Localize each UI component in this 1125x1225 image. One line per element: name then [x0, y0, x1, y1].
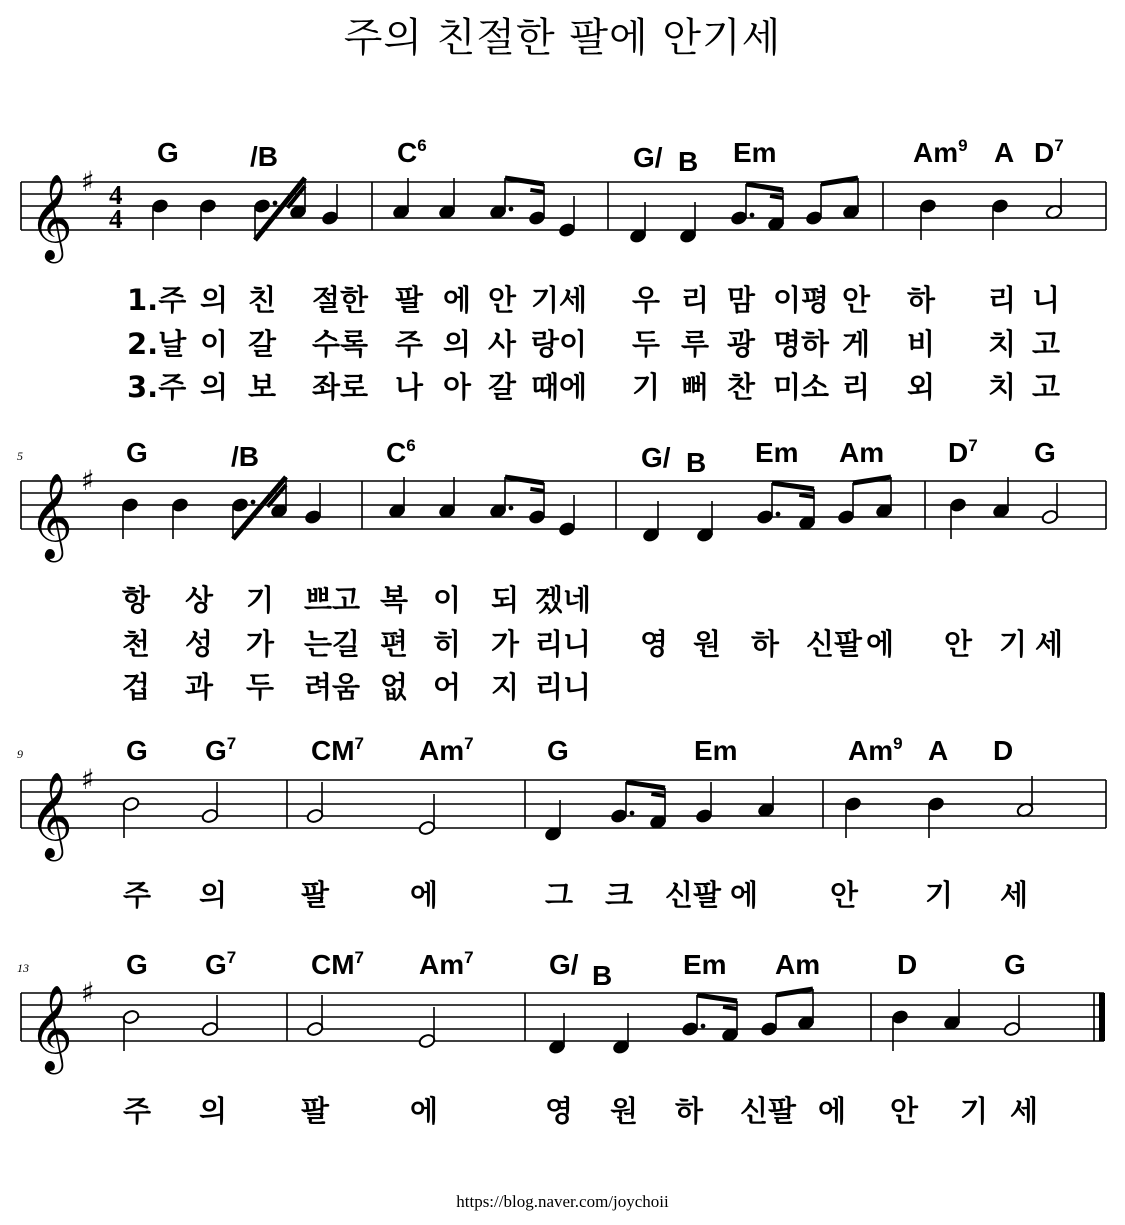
chord-root: D: [948, 437, 969, 468]
chord-extension: 6: [417, 136, 427, 155]
chord-extension: 7: [1054, 136, 1064, 155]
sharp-icon: ♯: [81, 165, 95, 198]
lyric-syllable: 외: [907, 370, 936, 404]
lyric-syllable: 리: [842, 370, 871, 404]
lyric-syllable: 갈: [488, 370, 517, 404]
chord-root: G: [1034, 437, 1056, 468]
chord-symbol: [897, 951, 917, 979]
beam: [776, 989, 813, 995]
lyric-syllable: 과: [185, 670, 214, 704]
lyric-syllable: 두: [246, 670, 275, 704]
chord-symbol: [126, 951, 148, 979]
lyric-syllable: 니: [1032, 283, 1061, 317]
chord-root: G/: [641, 442, 671, 473]
chord-symbol: [549, 951, 579, 979]
treble-clef-icon: 𝄞: [29, 772, 73, 858]
chord-root: D: [993, 735, 1014, 766]
chord-root: A: [928, 735, 949, 766]
chord-symbol: [913, 136, 968, 168]
lyric-syllable: 되: [491, 583, 520, 617]
chord-extension: 7: [354, 948, 365, 967]
lyric-syllable: 는길: [304, 627, 361, 661]
lyric-syllable: 루: [681, 327, 710, 361]
chord-root: G: [547, 735, 569, 766]
chord-root: G/: [549, 949, 579, 980]
lyric-syllable: 신팔: [806, 627, 863, 661]
lyric-syllable: 주: [395, 327, 424, 361]
lyric-syllable: 비: [907, 327, 936, 361]
lyric-syllable: 이: [433, 583, 462, 617]
chord-root: D: [897, 949, 918, 980]
lyric-syllable: 우: [632, 283, 661, 317]
lyric-syllable: 리: [681, 283, 710, 317]
beam: [530, 489, 544, 491]
chord-symbol: [205, 948, 237, 980]
lyric-syllable: 두: [632, 327, 661, 361]
chord-symbol: [1004, 951, 1026, 979]
chord-root: G: [205, 735, 227, 766]
source-url: https://blog.naver.com/joychoii: [456, 1192, 669, 1211]
lyric-syllable: 절한: [312, 283, 369, 317]
beam: [821, 178, 858, 184]
chord-symbol: [775, 951, 820, 979]
lyric-syllable: 에: [818, 1094, 847, 1128]
lyric-syllable: 갈: [248, 327, 277, 361]
lyric-syllable: 가: [491, 627, 520, 661]
beam: [772, 483, 814, 489]
beam: [651, 794, 665, 796]
lyric-syllable: 사: [488, 327, 517, 361]
lyric-syllable: 없: [380, 670, 409, 704]
lyric-syllable: 미소: [773, 370, 830, 404]
lyric-syllable: 세: [1035, 627, 1064, 661]
lyric-syllable: 하: [751, 627, 780, 661]
lyric-syllable: 세: [1010, 1094, 1039, 1128]
song-title: 주의 친절한 팔에 안기세: [343, 15, 782, 61]
lyric-syllable: 안: [890, 1094, 919, 1128]
chord-extension: 7: [354, 734, 365, 753]
chord-symbol: [1034, 439, 1056, 467]
beam: [723, 1007, 737, 1009]
beam: [505, 477, 544, 483]
lyric-syllable: 수록: [312, 327, 369, 361]
chord-root: G: [126, 735, 148, 766]
lyric-syllable: 기: [999, 627, 1028, 661]
chord-root: B: [678, 146, 699, 177]
note-dot: [251, 500, 256, 505]
lyric-syllable: 안: [842, 283, 871, 317]
lyric-syllable: 하: [907, 283, 936, 317]
lyric-syllable: 항: [122, 583, 151, 617]
lyric-syllable: 안: [488, 283, 517, 317]
chord-symbol: [994, 139, 1014, 167]
chord-root: /B: [231, 441, 259, 472]
lyric-syllable: 기: [246, 583, 275, 617]
chord-symbol: [683, 951, 727, 979]
lyric-syllable: 의: [199, 1094, 228, 1128]
final-barline: [1099, 993, 1105, 1041]
chord-symbol: [733, 139, 777, 167]
beam: [505, 178, 544, 184]
note-dot: [701, 1024, 706, 1029]
chord-symbol: [641, 444, 671, 472]
lyric-syllable: 성: [185, 627, 214, 661]
note-dot: [630, 811, 635, 816]
time-signature-numerator: 4: [109, 180, 123, 210]
chord-root: CM: [311, 735, 355, 766]
chord-extension: 7: [226, 948, 237, 967]
chord-root: G/: [633, 142, 663, 173]
measure-number: 13: [17, 961, 29, 975]
lyric-syllable: 1.주: [127, 283, 187, 317]
measure-number: 9: [17, 747, 23, 761]
lyric-syllable: 에: [410, 1094, 439, 1128]
lyric-syllable: 편: [380, 627, 409, 661]
lyric-syllable: 주: [123, 878, 152, 912]
lyric-syllable: 기: [925, 878, 954, 912]
lyric-syllable: 원: [610, 1094, 639, 1128]
chord-symbol: [205, 734, 237, 766]
chord-symbol: [386, 436, 416, 468]
chord-root: /B: [250, 141, 278, 172]
beam: [853, 477, 891, 483]
beam: [626, 782, 665, 788]
lyric-syllable: 나: [395, 370, 424, 404]
lyric-syllable: 영: [640, 627, 669, 661]
chord-root: Am: [839, 437, 885, 468]
lyric-syllable: 팔: [301, 1094, 330, 1128]
lyric-syllable: 리니: [535, 627, 592, 661]
lyric-syllable: 에: [443, 283, 472, 317]
lyric-syllable: 때에: [531, 370, 588, 404]
chord-root: G: [205, 949, 227, 980]
lyric-syllable: 천: [122, 627, 151, 661]
lyric-syllable: 명하: [773, 327, 830, 361]
chord-root: G: [157, 137, 179, 168]
lyric-syllable: 친: [248, 283, 277, 317]
lyric-syllable: 원: [693, 627, 722, 661]
lyric-syllable: 신팔: [740, 1094, 797, 1128]
lyric-syllable: 주: [123, 1094, 152, 1128]
note-dot: [509, 506, 514, 511]
lyric-syllable: 상: [185, 583, 214, 617]
lyric-syllable: 안: [944, 627, 973, 661]
sharp-icon: ♯: [81, 763, 95, 796]
chord-symbol: [928, 737, 948, 765]
measure-number: 5: [17, 449, 23, 463]
lyric-syllable: 의: [200, 283, 229, 317]
lyric-syllable: 리니: [535, 670, 592, 704]
lyric-syllable: 3.주: [127, 370, 187, 404]
chord-symbol: [419, 734, 474, 766]
chord-extension: 9: [958, 136, 968, 155]
chord-root: G: [126, 437, 148, 468]
lyric-syllable: 영: [545, 1094, 574, 1128]
lyric-syllable: 의: [200, 370, 229, 404]
chord-root: Em: [733, 137, 777, 168]
lyric-syllable: 맘: [727, 283, 756, 317]
beam: [746, 184, 783, 190]
chord-symbol: [1034, 136, 1064, 168]
chord-symbol: [755, 439, 799, 467]
lyric-syllable: 세: [1000, 878, 1029, 912]
lyric-syllable: 겠네: [535, 583, 592, 617]
lyric-syllable: 에: [866, 627, 895, 661]
chord-symbol: [311, 734, 365, 766]
chord-extension: 6: [406, 436, 416, 455]
lyric-syllable: 쁘고: [304, 583, 361, 617]
chord-extension: 7: [968, 436, 978, 455]
chord-symbol: [397, 136, 427, 168]
chord-root: Am: [775, 949, 821, 980]
lyric-syllable: 의: [199, 878, 228, 912]
treble-clef-icon: 𝄞: [29, 985, 73, 1071]
beam: [697, 995, 737, 1001]
lyric-syllable: 아: [443, 370, 472, 404]
lyric-syllable: 복: [380, 583, 409, 617]
lyric-syllable: 에: [410, 878, 439, 912]
chord-root: CM: [311, 949, 355, 980]
lyric-syllable: 려움: [304, 670, 361, 704]
lyric-syllable: 찬: [727, 370, 756, 404]
lyric-syllable: 뻐: [681, 370, 710, 404]
chord-extension: 7: [464, 734, 474, 753]
chord-symbol: [686, 449, 706, 477]
lyric-syllable: 2.날: [127, 327, 187, 361]
chord-root: Em: [755, 437, 799, 468]
lyric-syllable: 에: [730, 878, 759, 912]
chord-root: Em: [694, 735, 738, 766]
chord-root: D: [1034, 137, 1055, 168]
beam: [530, 190, 544, 192]
lyric-syllable: 이평: [773, 283, 830, 317]
lyric-syllable: 겁: [122, 670, 151, 704]
chord-root: C: [397, 137, 418, 168]
chord-symbol: [839, 439, 884, 467]
chord-symbol: [993, 737, 1013, 765]
chord-symbol: [948, 436, 978, 468]
beam: [770, 196, 783, 198]
lyric-syllable: 크: [605, 878, 634, 912]
note-dot: [776, 512, 781, 517]
chord-symbol: [250, 143, 278, 171]
lyric-syllable: 기: [632, 370, 661, 404]
chord-symbol: [678, 148, 698, 176]
time-signature-denominator: 4: [109, 204, 123, 234]
lyric-syllable: 팔: [301, 878, 330, 912]
chord-symbol: [547, 737, 569, 765]
lyric-syllable: 신팔: [665, 878, 722, 912]
chord-root: A: [994, 137, 1015, 168]
lyric-syllable: 지: [491, 670, 520, 704]
chord-root: G: [1004, 949, 1026, 980]
chord-symbol: [848, 734, 903, 766]
lyric-syllable: 치: [988, 370, 1017, 404]
chord-extension: 7: [464, 948, 474, 967]
lyric-syllable: 기: [960, 1094, 989, 1128]
chord-root: Am: [419, 735, 465, 766]
lyric-syllable: 좌로: [312, 370, 369, 404]
chord-symbol: [694, 737, 738, 765]
beam: [799, 495, 814, 497]
sharp-icon: ♯: [81, 464, 95, 497]
chord-symbol: [592, 962, 612, 990]
lyric-syllable: 치: [988, 327, 1017, 361]
chord-symbol: [157, 139, 179, 167]
chord-root: B: [592, 960, 613, 991]
lyric-syllable: 안: [830, 878, 859, 912]
note-dot: [750, 213, 755, 218]
chord-extension: 7: [226, 734, 237, 753]
chord-root: Am: [848, 735, 894, 766]
note-dot: [273, 201, 278, 206]
lyric-syllable: 고: [1032, 370, 1061, 404]
chord-symbol: [311, 948, 365, 980]
chord-root: Em: [683, 949, 727, 980]
note-dot: [509, 207, 514, 212]
chord-extension: 9: [893, 734, 903, 753]
chord-symbol: [231, 443, 259, 471]
chord-symbol: [419, 948, 474, 980]
lyric-syllable: 리: [988, 283, 1017, 317]
lyric-syllable: 보: [248, 370, 277, 404]
treble-clef-icon: 𝄞: [29, 473, 73, 559]
sharp-icon: ♯: [81, 976, 95, 1009]
lyric-syllable: 팔: [395, 283, 424, 317]
chord-symbol: [126, 439, 148, 467]
lyric-syllable: 하: [675, 1094, 704, 1128]
chord-symbol: [633, 144, 663, 172]
lyric-syllable: 게: [842, 327, 871, 361]
lyric-syllable: 의: [443, 327, 472, 361]
lyric-syllable: 기세: [531, 283, 588, 317]
lyric-syllable: 광: [727, 327, 756, 361]
treble-clef-icon: 𝄞: [29, 174, 73, 260]
chord-root: Am: [419, 949, 465, 980]
chord-root: G: [126, 949, 148, 980]
lyric-syllable: 이: [200, 327, 229, 361]
chord-symbol: [126, 737, 148, 765]
lyric-syllable: 어: [433, 670, 462, 704]
lyric-syllable: 히: [433, 627, 462, 661]
chord-root: Am: [913, 137, 959, 168]
lyric-syllable: 가: [246, 627, 275, 661]
chord-root: B: [686, 447, 707, 478]
chord-root: C: [386, 437, 407, 468]
lyric-syllable: 그: [545, 878, 574, 912]
lyric-syllable: 랑이: [531, 327, 588, 361]
lyric-syllable: 고: [1032, 327, 1061, 361]
